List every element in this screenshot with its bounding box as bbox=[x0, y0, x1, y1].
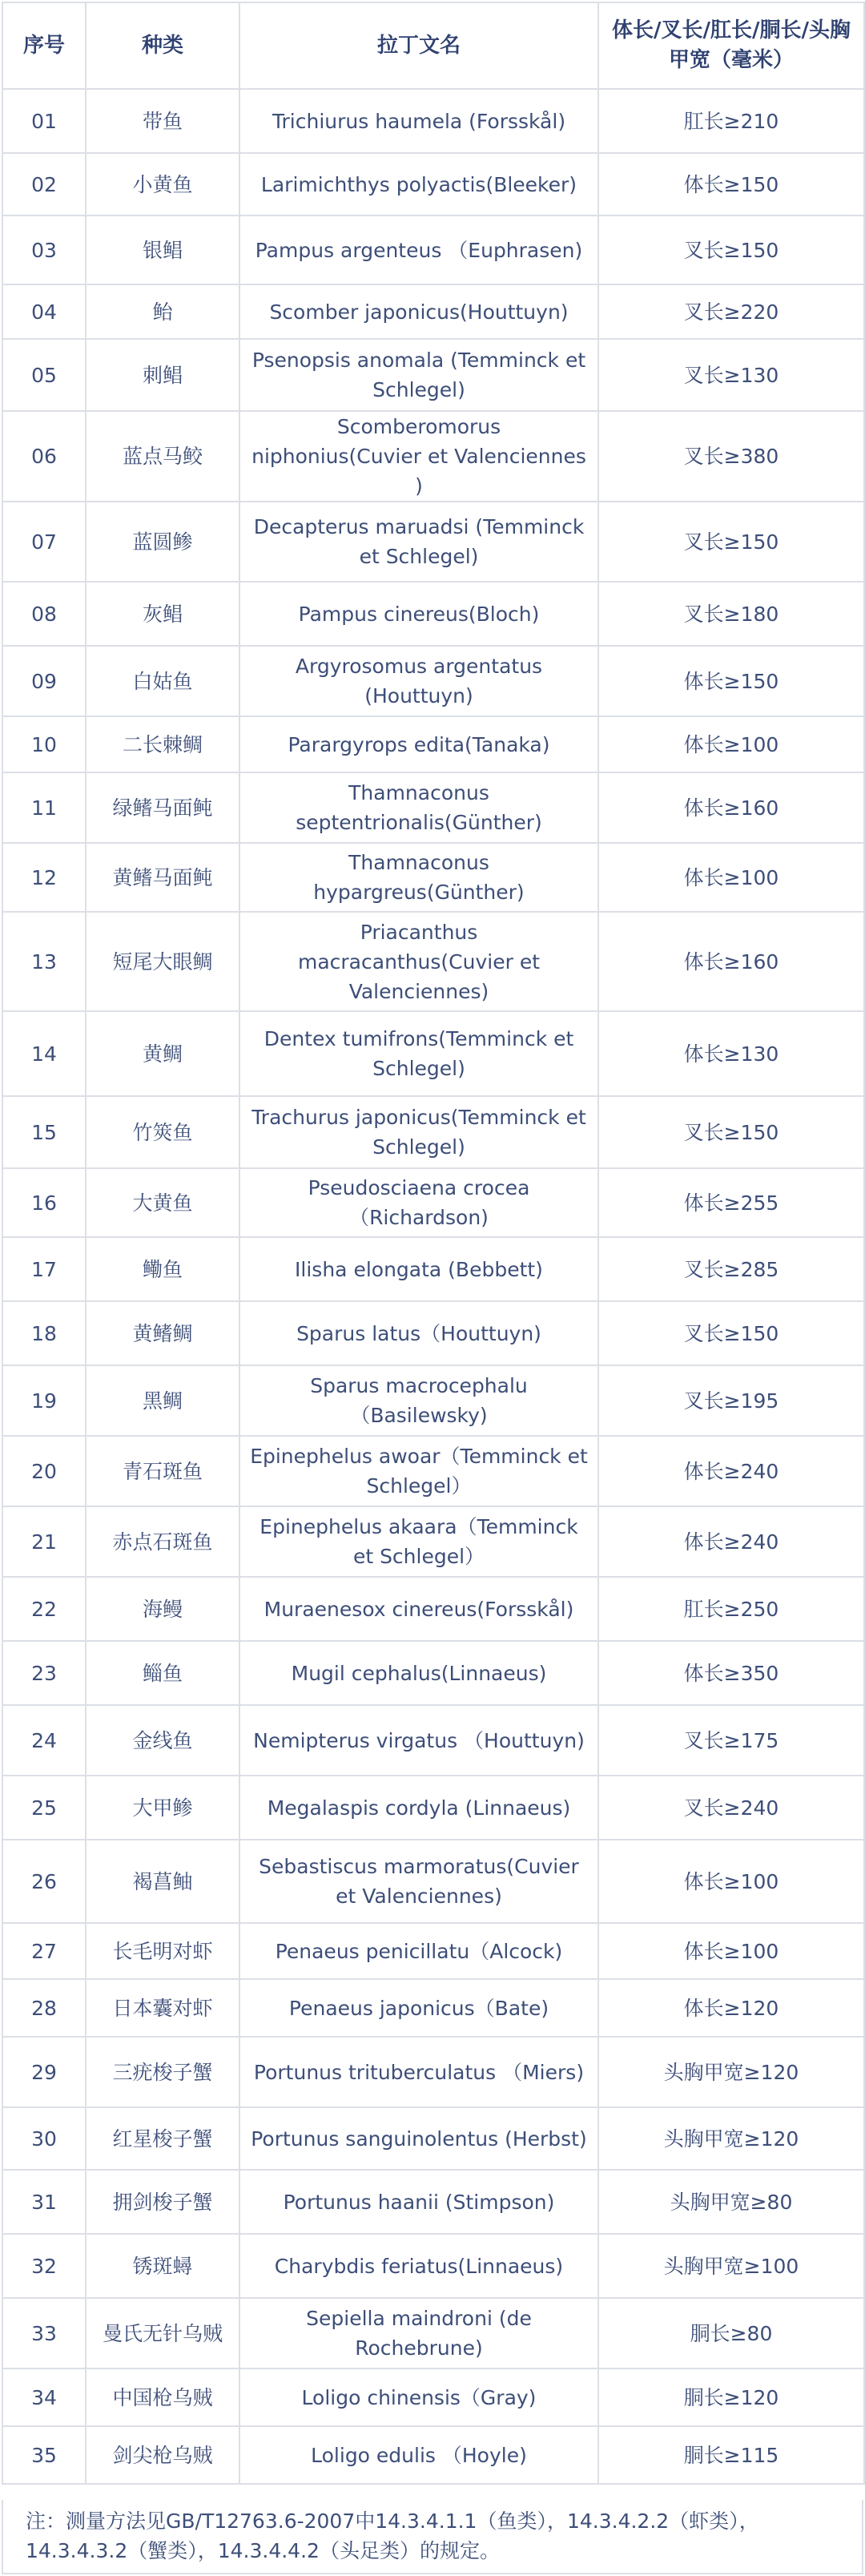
cell-kind: 锈斑蟳 bbox=[86, 2234, 239, 2298]
table-row bbox=[2, 2107, 864, 2170]
cell-latin: Penaeus penicillatu（Alcock) bbox=[239, 1923, 598, 1979]
cell-latin: Sparus macrocephalu （Basilewsky) bbox=[239, 1365, 598, 1436]
cell-latin: Trichiurus haumela (Forsskål) bbox=[239, 89, 598, 153]
table-row bbox=[2, 1923, 864, 1979]
cell-latin: Thamnaconus septentrionalis(Günther) bbox=[239, 772, 598, 843]
table-row bbox=[2, 216, 864, 284]
cell-no: 17 bbox=[2, 1237, 86, 1301]
cell-no: 12 bbox=[2, 843, 86, 912]
cell-latin: Penaeus japonicus（Bate) bbox=[239, 1979, 598, 2037]
header-kind: 种类 bbox=[86, 2, 239, 89]
table-row bbox=[2, 772, 864, 843]
table-row bbox=[2, 1979, 864, 2037]
table-row bbox=[2, 2298, 864, 2368]
cell-latin: Thamnaconus hypargreus(Günther) bbox=[239, 843, 598, 912]
cell-latin: Sebastiscus marmoratus(Cuvier et Valenciennes) bbox=[239, 1840, 598, 1923]
table-row bbox=[2, 1641, 864, 1705]
cell-size: 体长≥150 bbox=[598, 646, 864, 716]
cell-no: 19 bbox=[2, 1365, 86, 1436]
cell-no: 03 bbox=[2, 216, 86, 284]
cell-latin: Pampus cinereus(Bloch) bbox=[239, 582, 598, 646]
cell-kind: 银鲳 bbox=[86, 216, 239, 284]
cell-latin: Psenopsis anomala (Temminck et Schlegel) bbox=[239, 339, 598, 411]
cell-kind: 金线鱼 bbox=[86, 1705, 239, 1776]
cell-kind: 三疣梭子蟹 bbox=[86, 2037, 239, 2107]
cell-kind: 大黄鱼 bbox=[86, 1168, 239, 1237]
cell-latin: Pseudosciaena crocea （Richardson) bbox=[239, 1168, 598, 1237]
cell-latin: Epinephelus awoar（Temminck et Schlegel） bbox=[239, 1436, 598, 1506]
cell-kind: 日本囊对虾 bbox=[86, 1979, 239, 2037]
cell-size: 体长≥255 bbox=[598, 1168, 864, 1237]
cell-size: 体长≥350 bbox=[598, 1641, 864, 1705]
min-catch-size-table bbox=[2, 2, 865, 2485]
cell-size: 叉长≥150 bbox=[598, 1096, 864, 1168]
cell-kind: 鳓鱼 bbox=[86, 1237, 239, 1301]
cell-size: 叉长≥285 bbox=[598, 1237, 864, 1301]
cell-no: 07 bbox=[2, 502, 86, 582]
cell-kind: 青石斑鱼 bbox=[86, 1436, 239, 1506]
cell-latin: Priacanthus macracanthus(Cuvier et Valenciennes) bbox=[239, 912, 598, 1011]
table-row bbox=[2, 1237, 864, 1301]
cell-kind: 黄鳍马面鲀 bbox=[86, 843, 239, 912]
table-row bbox=[2, 153, 864, 216]
cell-latin: Pampus argenteus （Euphrasen) bbox=[239, 216, 598, 284]
cell-size: 体长≥100 bbox=[598, 1840, 864, 1923]
cell-size: 体长≥240 bbox=[598, 1506, 864, 1577]
cell-size: 肛长≥210 bbox=[598, 89, 864, 153]
cell-kind: 赤点石斑鱼 bbox=[86, 1506, 239, 1577]
cell-kind: 长毛明对虾 bbox=[86, 1923, 239, 1979]
cell-no: 22 bbox=[2, 1577, 86, 1641]
table-row bbox=[2, 1840, 864, 1923]
table-row bbox=[2, 582, 864, 646]
cell-no: 11 bbox=[2, 772, 86, 843]
cell-no: 14 bbox=[2, 1011, 86, 1096]
cell-size: 体长≥160 bbox=[598, 912, 864, 1011]
cell-size: 叉长≥150 bbox=[598, 1301, 864, 1365]
table-row bbox=[2, 1301, 864, 1365]
table-row bbox=[2, 2426, 864, 2484]
table-row bbox=[2, 1436, 864, 1506]
cell-kind: 海鳗 bbox=[86, 1577, 239, 1641]
cell-size: 头胸甲宽≥100 bbox=[598, 2234, 864, 2298]
cell-latin: Nemipterus virgatus （Houttuyn) bbox=[239, 1705, 598, 1776]
table-row bbox=[2, 89, 864, 153]
table-row bbox=[2, 2037, 864, 2107]
cell-size: 头胸甲宽≥120 bbox=[598, 2107, 864, 2170]
cell-kind: 黄鲷 bbox=[86, 1011, 239, 1096]
cell-size: 体长≥130 bbox=[598, 1011, 864, 1096]
cell-kind: 竹筴鱼 bbox=[86, 1096, 239, 1168]
cell-latin: Epinephelus akaara（Temminck et Schlegel） bbox=[239, 1506, 598, 1577]
table-row bbox=[2, 1365, 864, 1436]
header-no: 序号 bbox=[2, 2, 86, 89]
cell-latin: Scomber japonicus(Houttuyn) bbox=[239, 284, 598, 339]
cell-no: 34 bbox=[2, 2368, 86, 2426]
cell-size: 叉长≥240 bbox=[598, 1776, 864, 1840]
cell-no: 20 bbox=[2, 1436, 86, 1506]
cell-kind: 鲻鱼 bbox=[86, 1641, 239, 1705]
cell-kind: 红星梭子蟹 bbox=[86, 2107, 239, 2170]
cell-kind: 褐菖鲉 bbox=[86, 1840, 239, 1923]
table-row bbox=[2, 843, 864, 912]
cell-latin: Megalaspis cordyla (Linnaeus) bbox=[239, 1776, 598, 1840]
cell-kind: 白姑鱼 bbox=[86, 646, 239, 716]
cell-latin: Sparus latus（Houttuyn) bbox=[239, 1301, 598, 1365]
cell-size: 体长≥150 bbox=[598, 153, 864, 216]
cell-latin: Ilisha elongata (Bebbett) bbox=[239, 1237, 598, 1301]
table-row bbox=[2, 1577, 864, 1641]
footnote: 注：测量方法见GB/T12763.6-2007中14.3.4.1.1（鱼类），14.3.4.2.2（虾类），14.3.4.3.2（蟹类），14.3.4.4.2（头足类）的规定。 bbox=[2, 2500, 863, 2574]
cell-latin: Loligo edulis （Hoyle) bbox=[239, 2426, 598, 2484]
cell-kind: 大甲鲹 bbox=[86, 1776, 239, 1840]
cell-latin: Sepiella maindroni (de Rochebrune) bbox=[239, 2298, 598, 2368]
cell-no: 08 bbox=[2, 582, 86, 646]
cell-size: 叉长≥180 bbox=[598, 582, 864, 646]
cell-kind: 蓝点马鲛 bbox=[86, 411, 239, 502]
cell-size: 胴长≥80 bbox=[598, 2298, 864, 2368]
cell-kind: 二长棘鲷 bbox=[86, 716, 239, 772]
cell-kind: 带鱼 bbox=[86, 89, 239, 153]
cell-kind: 鲐 bbox=[86, 284, 239, 339]
table-row bbox=[2, 1506, 864, 1577]
cell-no: 13 bbox=[2, 912, 86, 1011]
cell-size: 胴长≥120 bbox=[598, 2368, 864, 2426]
table-row bbox=[2, 284, 864, 339]
cell-latin: Decapterus maruadsi (Temminck et Schlegel) bbox=[239, 502, 598, 582]
cell-latin: Scomberomorus niphonius(Cuvier et Valenciennes ) bbox=[239, 411, 598, 502]
cell-size: 头胸甲宽≥120 bbox=[598, 2037, 864, 2107]
cell-no: 31 bbox=[2, 2170, 86, 2234]
cell-kind: 黄鳍鲷 bbox=[86, 1301, 239, 1365]
cell-size: 体长≥100 bbox=[598, 716, 864, 772]
cell-no: 01 bbox=[2, 89, 86, 153]
cell-size: 体长≥100 bbox=[598, 1923, 864, 1979]
cell-no: 25 bbox=[2, 1776, 86, 1840]
cell-latin: Portunus sanguinolentus (Herbst) bbox=[239, 2107, 598, 2170]
cell-no: 32 bbox=[2, 2234, 86, 2298]
cell-latin: Mugil cephalus(Linnaeus) bbox=[239, 1641, 598, 1705]
cell-kind: 剑尖枪乌贼 bbox=[86, 2426, 239, 2484]
cell-no: 04 bbox=[2, 284, 86, 339]
cell-no: 02 bbox=[2, 153, 86, 216]
cell-kind: 刺鲳 bbox=[86, 339, 239, 411]
cell-latin: Larimichthys polyactis(Bleeker) bbox=[239, 153, 598, 216]
cell-no: 35 bbox=[2, 2426, 86, 2484]
cell-size: 叉长≥380 bbox=[598, 411, 864, 502]
cell-size: 体长≥160 bbox=[598, 772, 864, 843]
cell-size: 叉长≥150 bbox=[598, 502, 864, 582]
cell-no: 06 bbox=[2, 411, 86, 502]
cell-no: 09 bbox=[2, 646, 86, 716]
cell-kind: 黑鲷 bbox=[86, 1365, 239, 1436]
cell-kind: 小黄鱼 bbox=[86, 153, 239, 216]
cell-kind: 短尾大眼鲷 bbox=[86, 912, 239, 1011]
cell-size: 胴长≥115 bbox=[598, 2426, 864, 2484]
cell-no: 26 bbox=[2, 1840, 86, 1923]
cell-no: 30 bbox=[2, 2107, 86, 2170]
table-row bbox=[2, 716, 864, 772]
header-size: 体长/叉长/肛长/胴长/头胸甲宽（毫米） bbox=[598, 2, 864, 89]
cell-no: 05 bbox=[2, 339, 86, 411]
cell-kind: 蓝圆鲹 bbox=[86, 502, 239, 582]
table-row bbox=[2, 411, 864, 502]
cell-size: 体长≥100 bbox=[598, 843, 864, 912]
cell-no: 24 bbox=[2, 1705, 86, 1776]
cell-latin: Muraenesox cinereus(Forsskål) bbox=[239, 1577, 598, 1641]
cell-kind: 拥剑梭子蟹 bbox=[86, 2170, 239, 2234]
cell-latin: Portunus haanii (Stimpson) bbox=[239, 2170, 598, 2234]
cell-latin: Parargyrops edita(Tanaka) bbox=[239, 716, 598, 772]
table-row bbox=[2, 502, 864, 582]
cell-no: 29 bbox=[2, 2037, 86, 2107]
cell-size: 叉长≥195 bbox=[598, 1365, 864, 1436]
cell-latin: Argyrosomus argentatus (Houttuyn) bbox=[239, 646, 598, 716]
table-row bbox=[2, 2368, 864, 2426]
cell-size: 头胸甲宽≥80 bbox=[598, 2170, 864, 2234]
cell-no: 33 bbox=[2, 2298, 86, 2368]
cell-latin: Portunus trituberculatus （Miers) bbox=[239, 2037, 598, 2107]
cell-no: 16 bbox=[2, 1168, 86, 1237]
table-row bbox=[2, 912, 864, 1011]
cell-latin: Trachurus japonicus(Temminck et Schlegel) bbox=[239, 1096, 598, 1168]
cell-kind: 曼氏无针乌贼 bbox=[86, 2298, 239, 2368]
cell-size: 叉长≥130 bbox=[598, 339, 864, 411]
cell-latin: Dentex tumifrons(Temminck et Schlegel) bbox=[239, 1011, 598, 1096]
cell-no: 27 bbox=[2, 1923, 86, 1979]
cell-size: 叉长≥220 bbox=[598, 284, 864, 339]
table-row bbox=[2, 1776, 864, 1840]
table-row bbox=[2, 1705, 864, 1776]
cell-no: 23 bbox=[2, 1641, 86, 1705]
cell-no: 21 bbox=[2, 1506, 86, 1577]
table-row bbox=[2, 2170, 864, 2234]
cell-size: 肛长≥250 bbox=[598, 1577, 864, 1641]
cell-latin: Charybdis feriatus(Linnaeus) bbox=[239, 2234, 598, 2298]
cell-kind: 灰鲳 bbox=[86, 582, 239, 646]
header-latin: 拉丁文名 bbox=[239, 2, 598, 89]
table-row bbox=[2, 1011, 864, 1096]
table-row bbox=[2, 1096, 864, 1168]
table-row bbox=[2, 2234, 864, 2298]
table-header-row bbox=[2, 2, 864, 89]
cell-no: 15 bbox=[2, 1096, 86, 1168]
cell-latin: Loligo chinensis（Gray) bbox=[239, 2368, 598, 2426]
cell-no: 10 bbox=[2, 716, 86, 772]
cell-size: 叉长≥150 bbox=[598, 216, 864, 284]
cell-size: 叉长≥175 bbox=[598, 1705, 864, 1776]
cell-no: 18 bbox=[2, 1301, 86, 1365]
cell-size: 体长≥240 bbox=[598, 1436, 864, 1506]
cell-kind: 中国枪乌贼 bbox=[86, 2368, 239, 2426]
table-row bbox=[2, 339, 864, 411]
cell-size: 体长≥120 bbox=[598, 1979, 864, 2037]
table-row bbox=[2, 1168, 864, 1237]
table-row bbox=[2, 646, 864, 716]
cell-no: 28 bbox=[2, 1979, 86, 2037]
cell-kind: 绿鳍马面鲀 bbox=[86, 772, 239, 843]
